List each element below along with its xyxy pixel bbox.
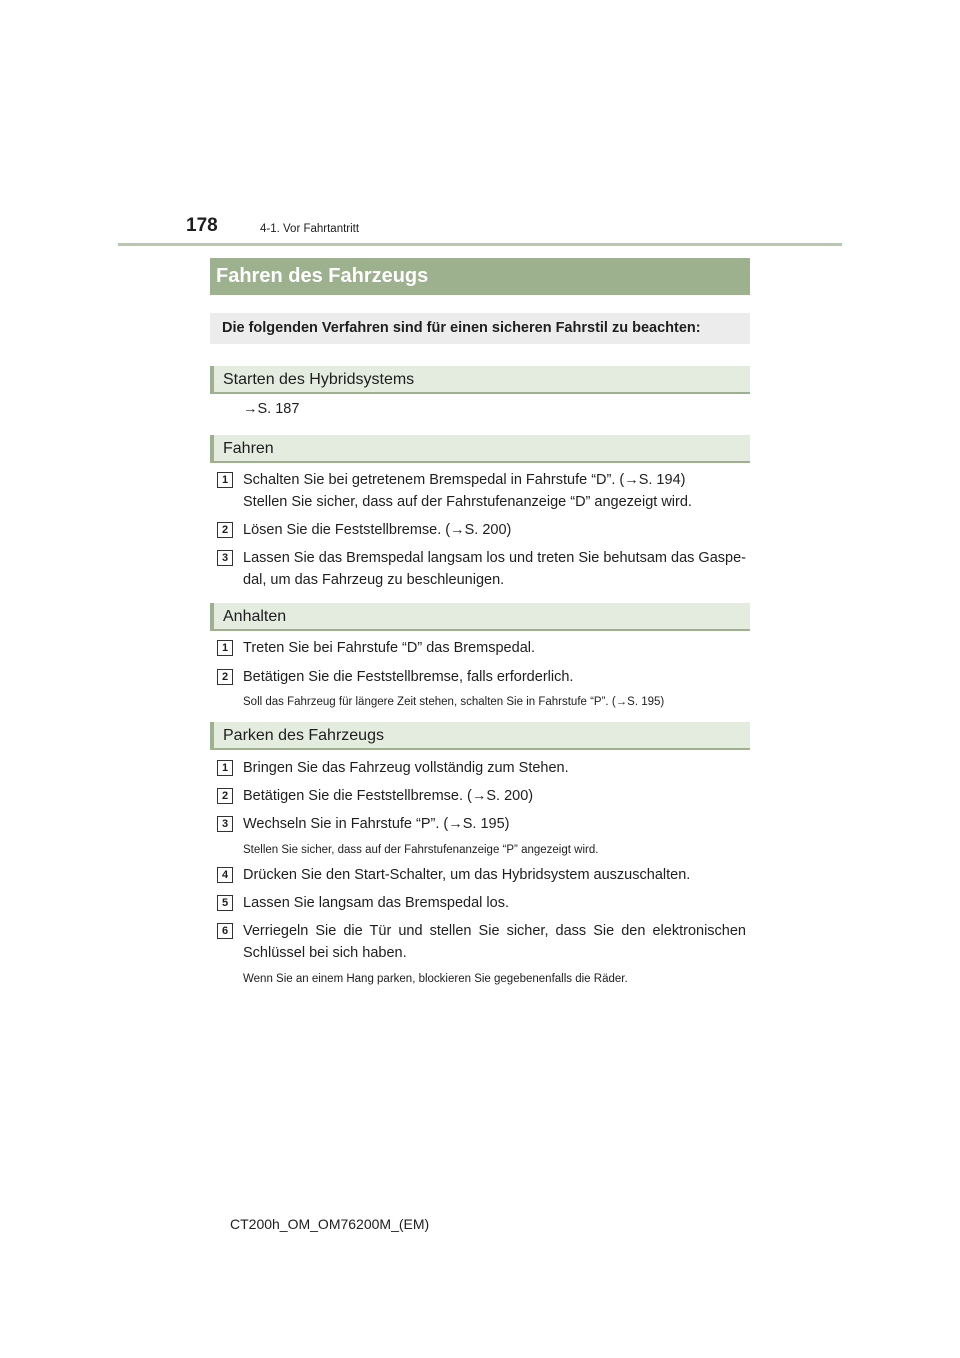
heading-stop: Anhalten [210, 603, 750, 631]
section-reference: 4-1. Vor Fahrtantritt [260, 223, 360, 235]
stop-step-2 [221, 666, 746, 688]
heading-park: Parken des Fahrzeugs [210, 722, 750, 750]
park-step-5 [221, 892, 746, 914]
step-number-3: 3 [217, 550, 233, 566]
step-number-3: 3 [217, 816, 233, 832]
step-text: Wechseln Sie in Fahrstufe “P”. (→S. 195) [243, 816, 510, 832]
step-number-2: 2 [217, 669, 233, 685]
step-text-continued: dal, um das Fahrzeug zu beschleunigen. [243, 572, 505, 588]
step-text-continued: Stellen Sie sicher, dass auf der Fahrstufenanzeige “D” angezeigt wird. [243, 494, 692, 510]
step-number-2: 2 [217, 522, 233, 538]
step-number-1: 1 [217, 760, 233, 776]
page-number: 178 [186, 215, 218, 236]
step-text: Betätigen Sie die Feststellbremse. (→S. 200) [243, 788, 534, 804]
park-step-2 [221, 785, 746, 807]
step-number-4: 4 [217, 867, 233, 883]
heading-drive: Fahren [210, 435, 750, 463]
park-step-6 [221, 920, 746, 964]
step-text: Drücken Sie den Start-Schalter, um das Hybridsystem auszuschalten. [243, 867, 691, 883]
step-text: Verriegeln Sie die Tür und stellen Sie sicher, dass Sie den elektronischen [243, 923, 746, 939]
park-step-1 [221, 757, 746, 779]
step-text-continued: Schlüssel bei sich haben. [243, 945, 407, 961]
drive-step-1 [221, 469, 746, 513]
header-rule [118, 243, 842, 246]
drive-step-3 [221, 547, 746, 591]
step-number-2: 2 [217, 788, 233, 804]
park-step-4 [221, 864, 746, 886]
intro-text: Die folgenden Verfahren sind für einen sicheren Fahrstil zu beachten: [210, 313, 750, 344]
heading-start-hybrid: Starten des Hybridsystems [210, 366, 750, 394]
step-text: Treten Sie bei Fahrstufe “D” das Bremspedal. [243, 640, 536, 656]
stop-step-1 [221, 637, 746, 659]
step-text: Schalten Sie bei getretenem Bremspedal in Fahrstufe “D”. (→S. 194) [243, 472, 686, 488]
step-text: Lassen Sie langsam das Bremspedal los. [243, 895, 509, 911]
step-number-5: 5 [217, 895, 233, 911]
stop-note: Soll das Fahrzeug für längere Zeit stehen, schalten Sie in Fahrstufe “P”. (→S. 195) [243, 696, 665, 708]
page-title: Fahren des Fahrzeugs [210, 258, 750, 295]
park-step-3-note: Stellen Sie sicher, dass auf der Fahrstufenanzeige “P” angezeigt wird. [243, 844, 599, 856]
step-text: Lösen Sie die Feststellbremse. (→S. 200) [243, 522, 512, 538]
step-text: Betätigen Sie die Feststellbremse, falls erforderlich. [243, 669, 574, 685]
step-number-1: 1 [217, 640, 233, 656]
park-step-6-note: Wenn Sie an einem Hang parken, blockieren Sie gegebenenfalls die Räder. [243, 973, 628, 985]
start-page-ref: →S. 187 [243, 401, 300, 417]
step-number-1: 1 [217, 472, 233, 488]
step-text: Lassen Sie das Bremspedal langsam los und treten Sie behutsam das Gaspe- [243, 550, 746, 566]
step-text: Bringen Sie das Fahrzeug vollständig zum Stehen. [243, 760, 569, 776]
drive-step-2 [221, 519, 746, 541]
step-number-6: 6 [217, 923, 233, 939]
document-code: CT200h_OM_OM76200M_(EM) [230, 1216, 430, 1232]
park-step-3 [221, 813, 746, 835]
